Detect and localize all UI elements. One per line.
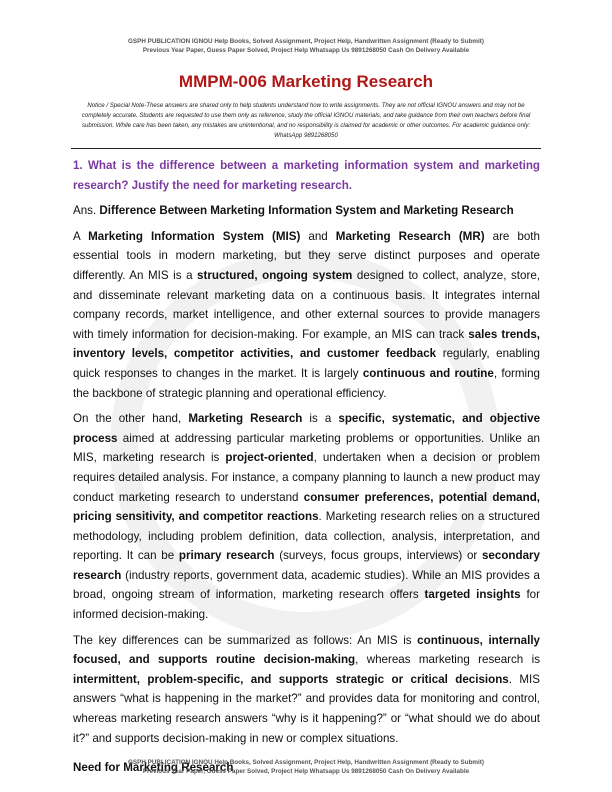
header-line-1: GSPH PUBLICATION IGNOU Help Books, Solved Assignment, Project Help, Handwritten Assignment (Ready to Submit) [128,38,484,45]
bold-text: secondary research [73,549,540,582]
notice-text: Notice / Special Note-These answers are shared only to help students understand how to write assignments. They are not official IGNOU answers and may not be completely accurate. Students are requested to use them only as reference, study the official IGNOU materials, and take guidance from their own teachers before final submission. While care has been taken, any mistakes are unintentional, and no responsibility is claimed for academic or other outcomes. For academic guidance only: WhatsApp 9891268050 [81,102,531,139]
divider [71,148,541,149]
footer-line-2: Previous Year Paper, Guess Paper Solved, Project Help Whatsapp Us 9891268050 Cash On Delivery Available [142,768,470,775]
bold-text: sales trends, inventory levels, competitor activities, and customer feedback [73,327,540,361]
bold-text: Marketing Information System (MIS) [88,229,301,243]
text-run: A [73,229,89,243]
text-run: , forming the backbone of strategic planning and operational efficiency. [73,366,541,400]
bold-text: project-oriented [225,451,314,465]
text-run: . MIS answers “what is happening in the market?” and provides data for monitoring and control, whereas marketing research answers “why is it happening?” or “what should we do about it?” and supports decision-making in new or complex situations. [73,672,540,745]
bold-text: specific, systematic, and objective process [73,412,541,445]
text-run: regularly, enabling quick responses to changes in the market. It is largely [73,347,541,380]
bold-text: Marketing Research [188,412,303,426]
text-run: for informed decision-making. [73,588,540,622]
text-run: is a [302,412,339,426]
text-run: (surveys, focus groups, interviews) or [274,549,482,563]
bold-text: consumer preferences, potential demand, pricing sensitivity, and competitor reactions [73,490,541,524]
page-title: MMPM-006 Marketing Research [178,72,434,91]
paragraph [73,227,540,403]
text-run: The key differences can be summarized as follows: An MIS is [73,633,418,647]
bold-text: Marketing Research (MR) [335,229,485,243]
bold-text: continuous and routine [362,366,494,380]
page-header [0,37,612,55]
header-line-2: Previous Year Paper, Guess Paper Solved, Project Help Whatsapp Us 9891268050 Cash On Delivery Available [142,47,470,54]
bold-text: Difference Between Marketing Information System and Marketing Research [99,204,514,218]
paragraph [73,201,540,221]
text-run: , whereas marketing research is [355,653,540,667]
answer-body [73,201,540,778]
text-run: are both essential tools in modern marketing, but they serve distinct purposes and operate differently. An MIS is a [73,229,540,282]
bold-text: Need for Marketing Research [73,761,234,775]
bold-text: targeted insights [424,588,521,602]
bold-text: primary research [178,549,275,563]
text-run: Ans. [73,204,100,218]
paragraph [73,631,540,749]
bold-text: intermittent, problem-specific, and supports strategic or critical decisions [73,672,509,686]
footer-line-1: GSPH PUBLICATION IGNOU Help Books, Solved Assignment, Project Help, Handwritten Assignment (Ready to Submit) [128,759,484,766]
text-run: aimed at addressing particular marketing problems or opportunities. Unlike an MIS, marketing research is [73,431,540,465]
bold-text: structured, ongoing system [197,268,353,282]
document-body [73,156,540,784]
question-heading: 1. What is the difference between a marketing information system and marketing research? Justify the need for marketing research. [73,159,540,192]
text-run: On the other hand, [73,412,189,426]
page-footer [0,758,612,776]
text-run: , undertaken when a decision or problem requires detailed analysis. For instance, a company planning to launch a new product may conduct marketing research to understand [73,451,540,504]
text-run: . Marketing research relies on a structured methodology, including problem definition, data collection, analysis, interpretation, and reporting. It can be [73,510,540,563]
text-run: and [300,229,336,243]
text-run: (industry reports, government data, academic studies). While an MIS provides a broad, ongoing stream of information, marketing research offers [73,568,540,602]
text-run: designed to collect, analyze, store, and disseminate relevant marketing data on a continuous basis. It integrates internal company records, market intelligence, and other external sources to provide managers with timely information for decision-making. For example, an MIS can track [73,268,540,341]
bold-text: continuous, internally focused, and supports routine decision-making [73,633,540,667]
paragraph [73,409,540,625]
